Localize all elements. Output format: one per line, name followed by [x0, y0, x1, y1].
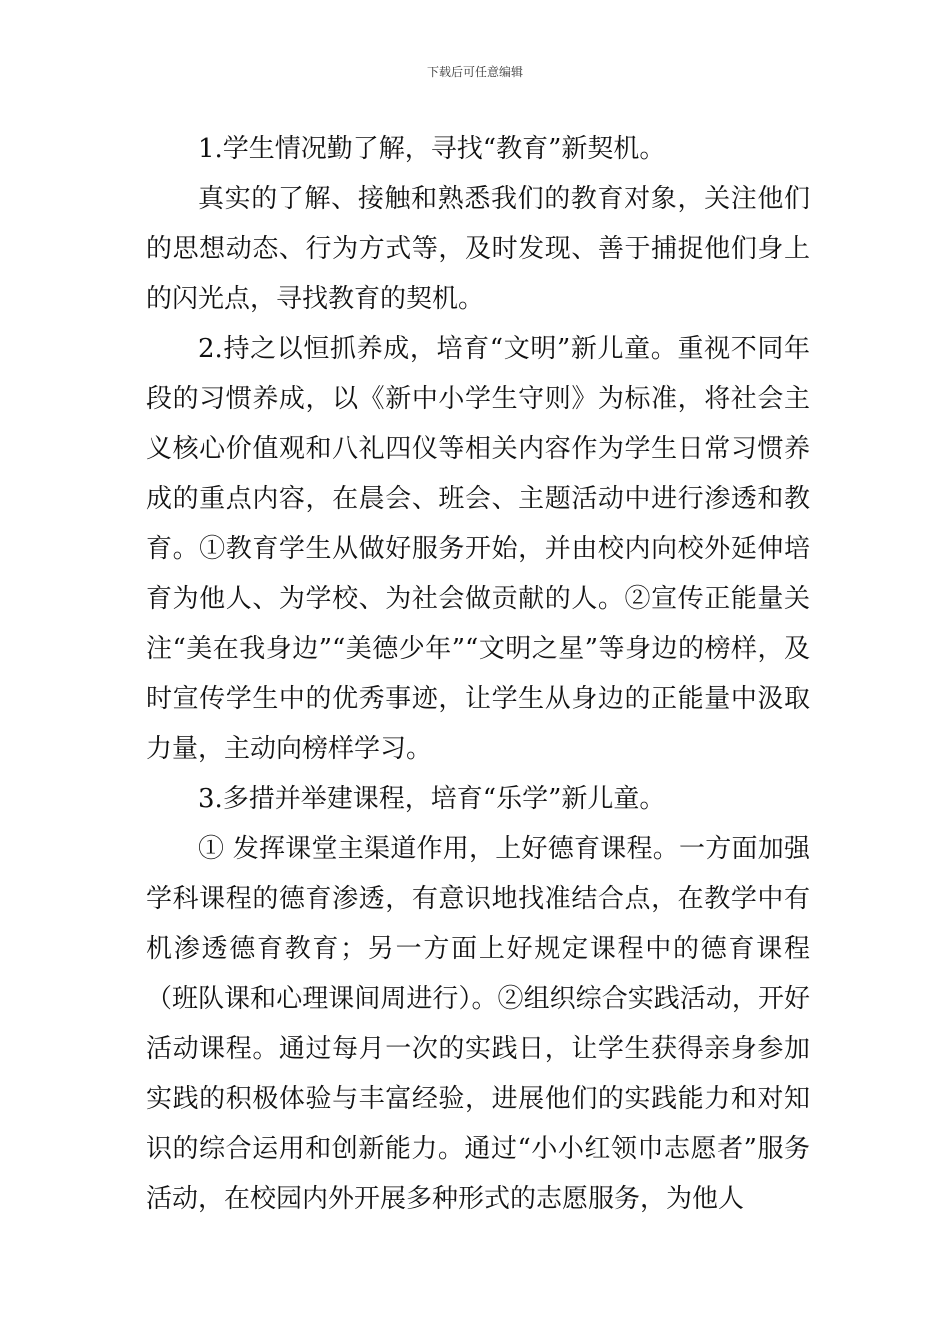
document-body	[146, 124, 810, 1224]
paragraph-5: ① 发挥课堂主渠道作用，上好德育课程。一方面加强学科课程的德育渗透，有意识地找准结合点，在教学中有机渗透德育教育；另一方面上好规定课程中的德育课程（班队课和心理课间周进行）。②组织综合实践活动，开好活动课程。通过每月一次的实践日，让学生获得亲身参加实践的积极体验与丰富经验，进展他们的实践能力和对知识的综合运用和创新能力。通过“小小红领巾志愿者”服务活动，在校园内外开展多种形式的志愿服务，为他人	[146, 834, 810, 1214]
paragraph-4: 3.多措并举建课程，培育“乐学”新儿童。	[198, 784, 666, 814]
paragraph-3: 2.持之以恒抓养成，培育“文明”新儿童。重视不同年段的习惯养成，以《新中小学生守则》为标准，将社会主义核心价值观和八礼四仪等相关内容作为学生日常习惯养成的重点内容，在晨会、班会、主题活动中进行渗透和教育。①教育学生从做好服务开始，并由校内向校外延伸培育为他人、为学校、为社会做贡献的人。②宣传正能量关注“美在我身边”“美德少年”“文明之星”等身边的榜样，及时宣传学生中的优秀事迹，让学生从身边的正能量中汲取力量，主动向榜样学习。	[146, 334, 810, 764]
page-header: 下载后可任意编辑	[426, 65, 523, 79]
paragraph-1: 1.学生情况勤了解，寻找“教育”新契机。	[198, 134, 666, 164]
paragraph-2: 真实的了解、接触和熟悉我们的教育对象，关注他们的思想动态、行为方式等，及时发现、善于捕捉他们身上的闪光点，寻找教育的契机。	[146, 184, 810, 314]
